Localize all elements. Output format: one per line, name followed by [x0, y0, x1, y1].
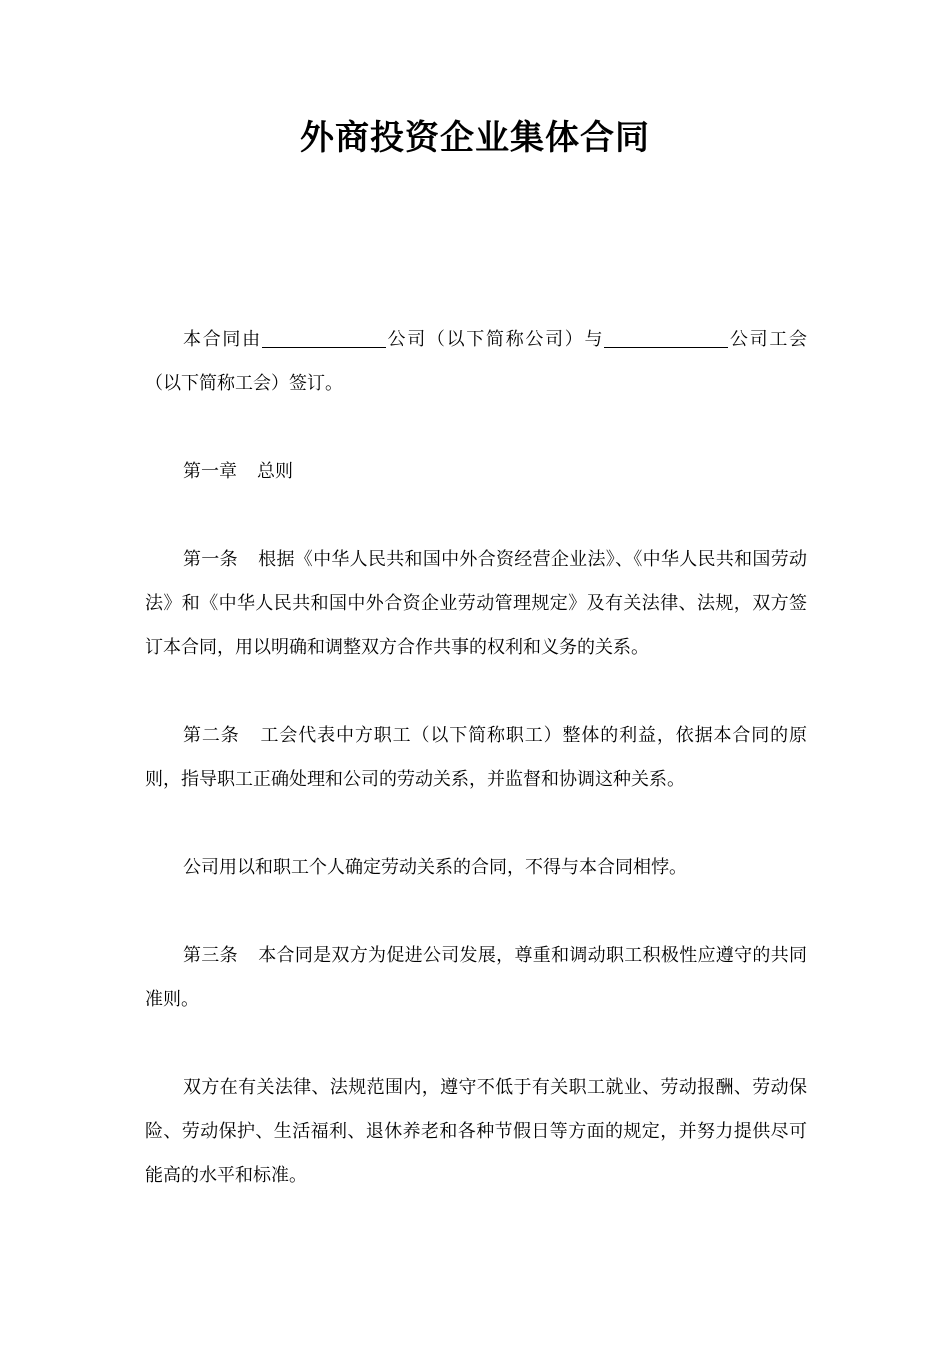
- chapter-number: 第一章: [183, 461, 237, 482]
- article-2-text: 工会代表中方职工（以下简称职工）整体的利益，依据本合同的原则，指导职工正确处理和公司的劳动关系，并监督和协调这种关系。: [145, 725, 807, 790]
- article-1-text: 根据《中华人民共和国中外合资经营企业法》、《中华人民共和国劳动法》和《中华人民共和国中外合资企业劳动管理规定》及有关法律、法规，双方签订本合同，用以明确和调整双方合作共事的权利和义务的关系。: [145, 549, 808, 658]
- article-2: [145, 714, 807, 802]
- article-3: [145, 934, 807, 1022]
- intro-text-1: 本合同由: [183, 329, 262, 350]
- union-name-blank: [604, 327, 728, 348]
- article-2-paragraph-2: 公司用以和职工个人确定劳动关系的合同，不得与本合同相悖。: [183, 857, 687, 878]
- chapter-name: 总则: [257, 461, 293, 482]
- article-2-number: 第二条: [183, 725, 240, 746]
- article-3-paragraph-2: 双方在有关法律、法规范围内，遵守不低于有关职工就业、劳动报酬、劳动保险、劳动保护、生活福利、退休养老和各种节假日等方面的规定，并努力提供尽可能高的水平和标准。: [145, 1077, 807, 1186]
- intro-text-3: 公司工会（以下简称工会）签订。: [145, 329, 808, 394]
- article-3-text: 本合同是双方为促进公司发展，尊重和调动职工积极性应遵守的共同准则。: [145, 945, 808, 1010]
- company-name-blank: [262, 327, 386, 348]
- article-1-number: 第一条: [183, 549, 238, 570]
- article-3-number: 第三条: [183, 945, 238, 966]
- document-title: 外商投资企业集体合同: [300, 118, 650, 158]
- intro-paragraph: [145, 318, 807, 406]
- intro-text-2: 公司（以下简称公司）与: [385, 329, 605, 350]
- article-1: [145, 538, 807, 670]
- chapter-heading: [145, 450, 807, 494]
